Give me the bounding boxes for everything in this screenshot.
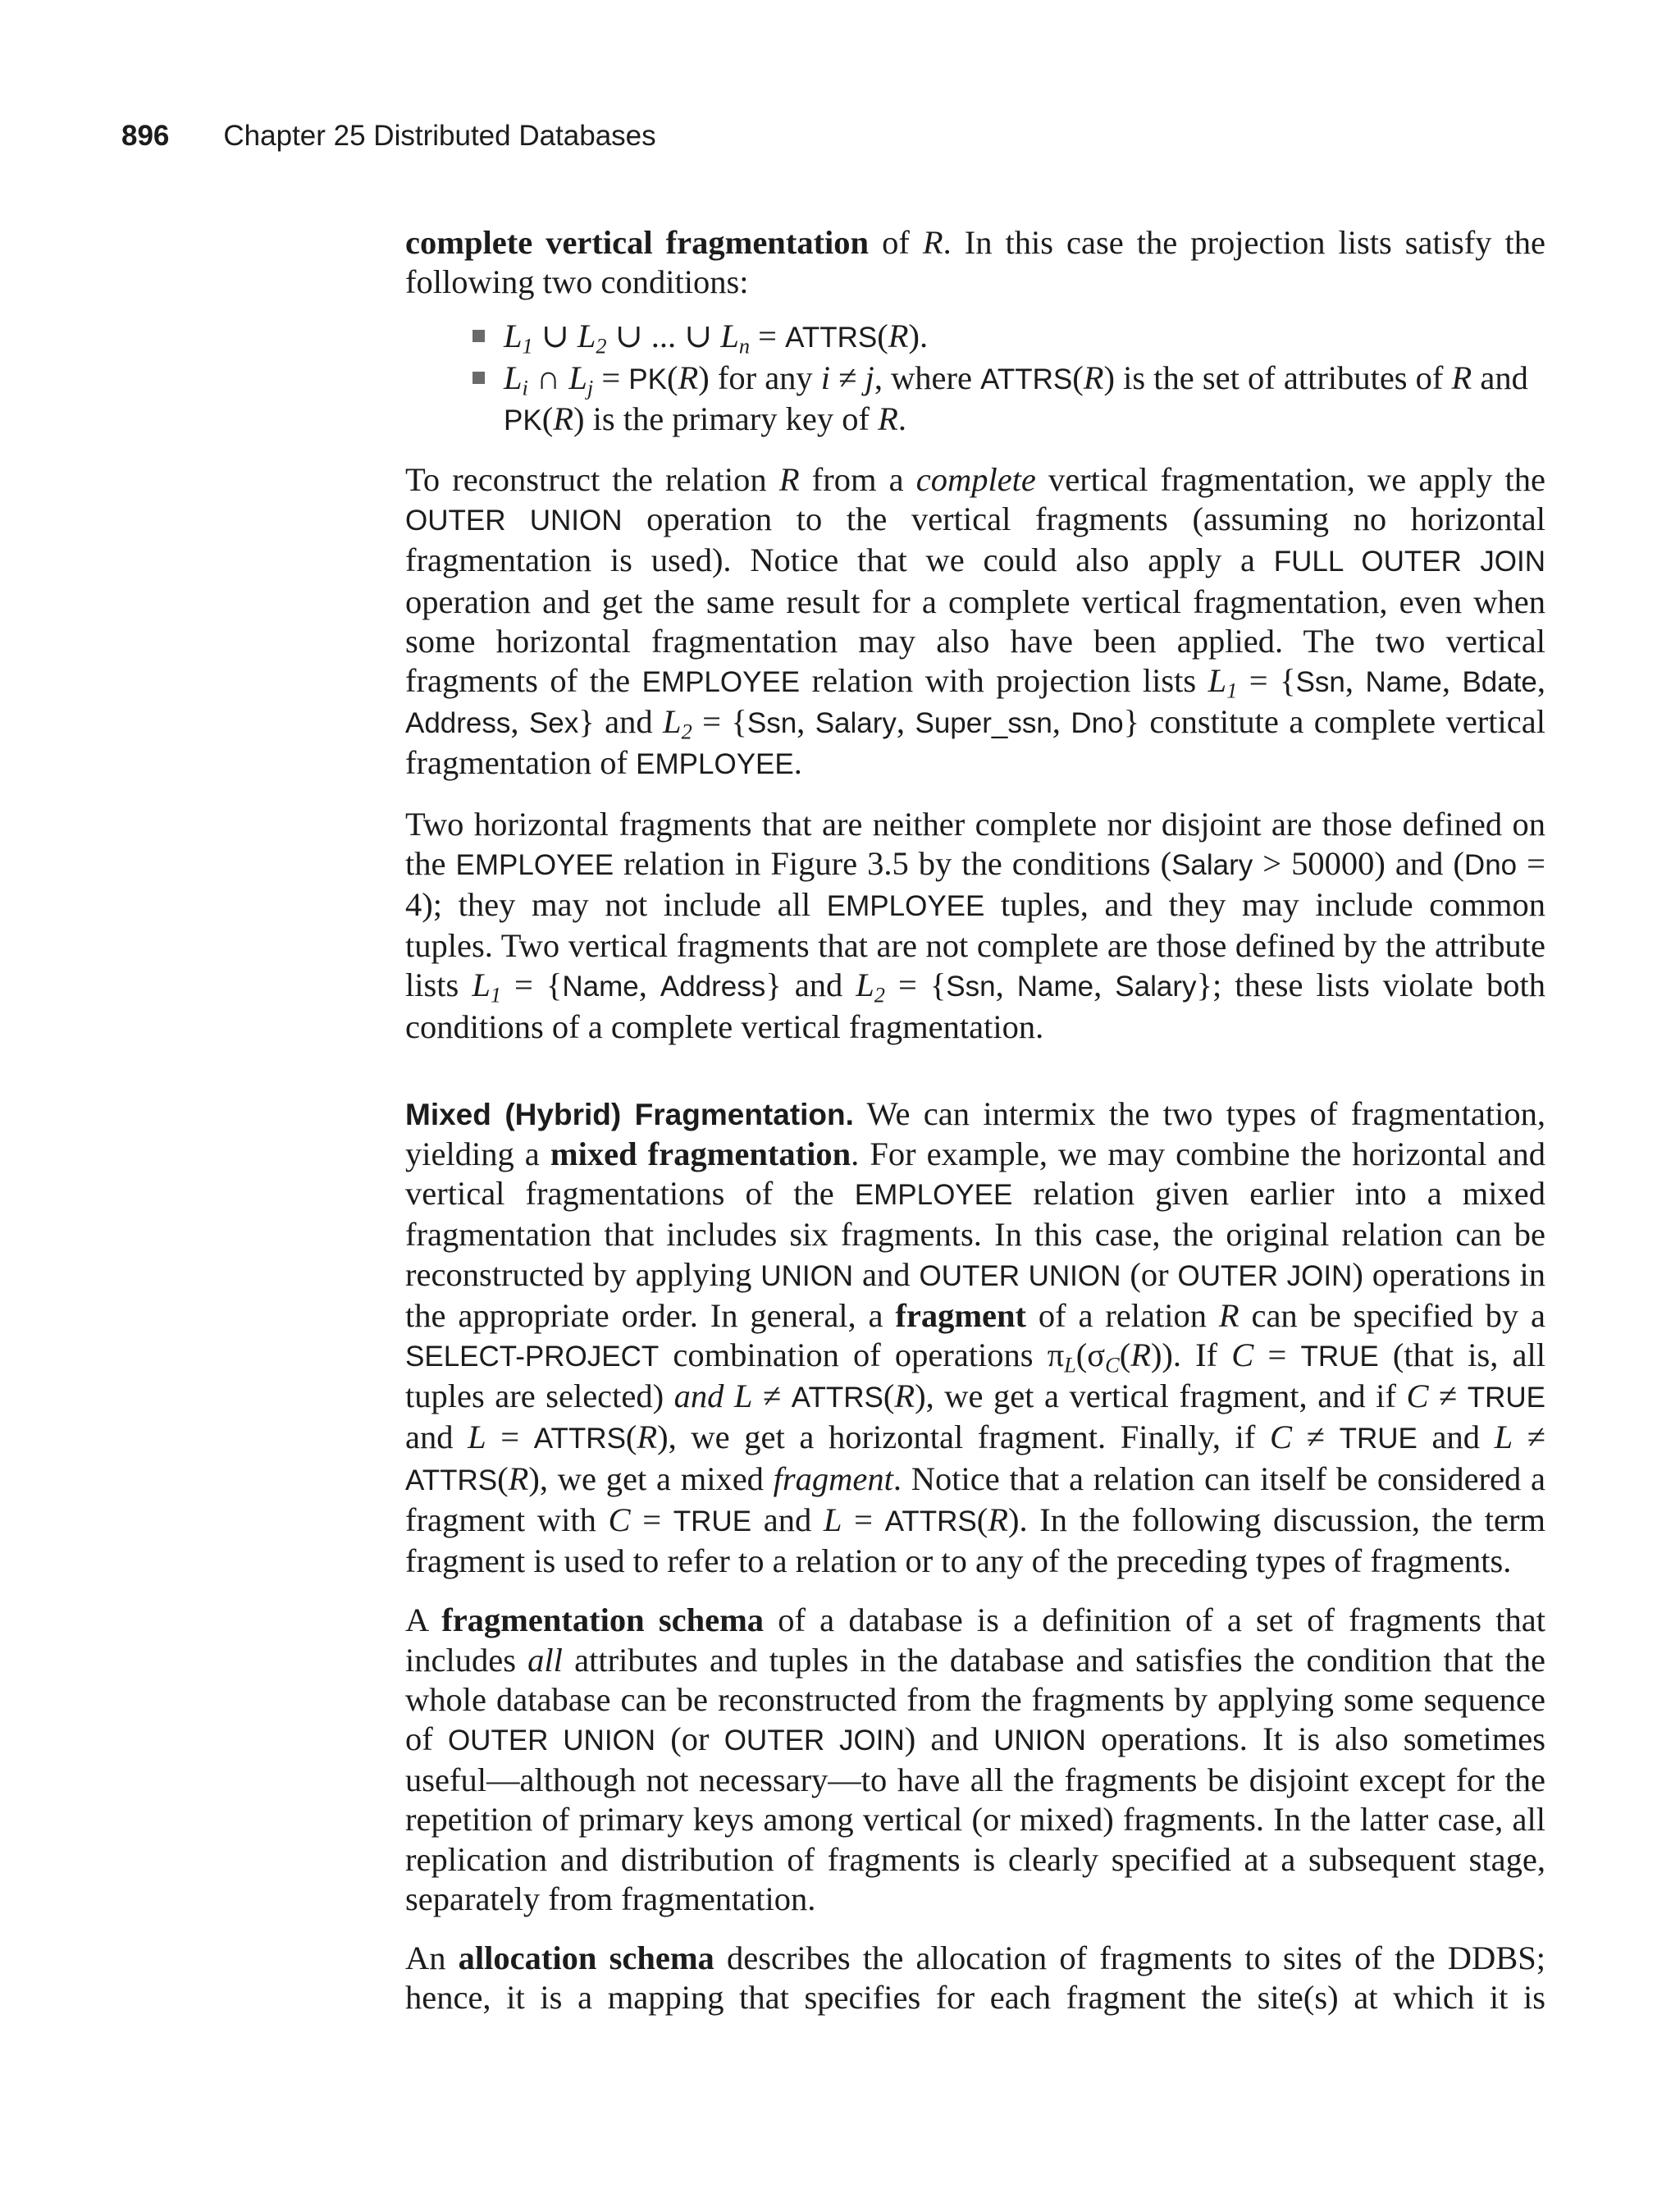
paragraph-allocation-schema: An allocation schema describes the allocation of fragments to sites of the DDBS; hence, it is a mapping that specifies for each fragment the site(s) at which it is: [405, 1939, 1546, 2017]
chapter-title: Chapter 25 Distributed Databases: [223, 120, 656, 152]
conditions-list: [405, 317, 1545, 441]
paragraph-incomplete-fragments: Two horizontal fragments that are neither complete nor disjoint are those defined on the EMPLOYEE relation in Figure 3.5 by the conditions (Salary > 50000) and (Dno = 4); they may not include all EMPLOYEE tuples, and they may include common tuples. Two vertical fragments that are not complete are those defined by the attribute lists $L_1$ = {Name, Address} and $L_2 = \{Ssn$, Name, Salary}; these lists violate both conditions of a complete vertical fragmentation.: [405, 805, 1546, 1045]
condition-intersection: $L_i$ ∩ $L_j = PK(R)$ for any i ≠ j, where ATTRS(R) is the set of attributes of R and PK(R) is the primary key of R.: [405, 359, 1545, 441]
term-complete-vertical-fragmentation: complete vertical fragmentation: [405, 224, 870, 261]
page-number: 896: [121, 120, 170, 152]
paragraph-text: We can intermix the two types of fragmentation, yielding a mixed fragmentation. For example, we may combine the horizontal and vertical fragmentations of the EMPLOYEE relation given earlier into a mixed fragmentation that includes six fragments. In this case, the original relation can be reconstructed by applying UNION and OUTER UNION (or OUTER JOIN) operations in the appropriate order. In general, a fragment of a relation R can be specified by a SELECT-PROJECT combination of operations $\pi_L(\sigma_C(R))$. If C = TRUE (that is, all tuples are selected) and L ≠ ATTRS(R), we get a vertical fragment, and if C ≠ TRUE and L = ATTRS(R), we get a horizontal fragment. Finally, if C ≠ TRUE and L ≠ ATTRS(R), we get a mixed fragment. Notice that a relation can itself be considered a fragment with C = TRUE and L = ATTRS(R). In the following discussion, the term fragment is used to refer to a relation or to any of the preceding types of fragments.: [405, 1094, 1546, 1580]
running-header: [121, 116, 656, 156]
paragraph-reconstruction: To reconstruct the relation R from a complete vertical fragmentation, we apply the OUTER UNION operation to the vertical fragments (assuming no horizontal fragmentation is used). Notice that we could also apply a FULL OUTER JOIN operation and get the same result for a complete vertical fragmentation, even when some horizontal fragmentation may also have been applied. The two vertical fragments of the EMPLOYEE relation with projection lists $L_1 = \{Ssn$, Name, Bdate, Address, Sex} and $L_2 = \{Ssn$, Salary, Super_ssn, Dno} constitute a complete vertical fragmentation of EMPLOYEE.: [405, 461, 1546, 782]
condition-union: $L_1$ ∪ $L_2$ ∪ ... ∪ $L_n$ = ATTRS(R).: [405, 317, 1545, 358]
paragraph-fragmentation-schema: A fragmentation schema of a database is a definition of a set of fragments that includes all attributes and tuples in the database and satisfies the condition that the whole database can be reconstructed from the fragments by applying some sequence of OUTER UNION (or OUTER JOIN) and UNION operations. It is also sometimes useful—although not necessary—to have all the fragments be disjoint except for the repetition of primary keys among vertical (or mixed) fragments. In the latter case, all replication and distribution of fragments is clearly specified at a subsequent stage, separately from fragmentation.: [405, 1601, 1546, 1917]
section-heading-mixed-fragmentation: Mixed (Hybrid) Fragmentation.: [405, 1097, 854, 1131]
paragraph-text: of R. In this case the projection lists satisfy the following two conditions:: [405, 224, 1546, 301]
paragraph-mixed-fragmentation: [405, 1094, 1545, 1581]
paragraph-vertical-fragmentation-intro: [405, 223, 1545, 302]
page-body: [405, 223, 1545, 2017]
